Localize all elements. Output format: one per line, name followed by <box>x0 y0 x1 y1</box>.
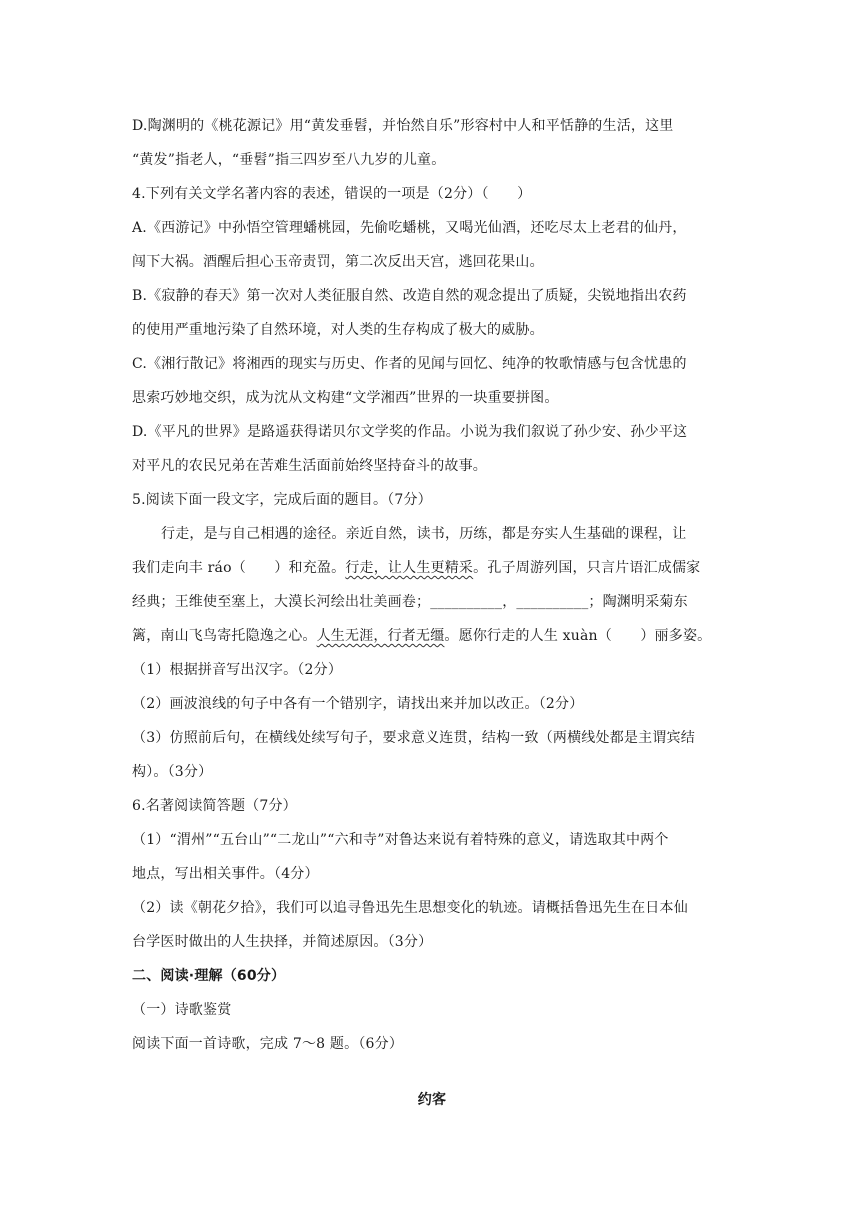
q5-sub1: （1）根据拼音写出汉字。（2分） <box>132 662 343 678</box>
q5-passage-line4-post: 。愿你行走的人生 xuàn（ ）丽多姿。 <box>444 628 712 644</box>
q6-sub2-line1: （2）读《朝花夕拾》，我们可以追寻鲁迅先生思想变化的轨迹。请概括鲁迅先生在日本仙 <box>132 900 688 916</box>
q3-option-d-line1: D.陶渊明的《桃花源记》用“黄发垂髫，并怡然自乐”形容村中人和平恬静的生活，这里 <box>132 118 674 134</box>
q4-option-b-line2: 的使用严重地污染了自然环境，对人类的生存构成了极大的威胁。 <box>132 322 544 338</box>
q5-passage-line4 <box>132 619 732 653</box>
document-page <box>132 109 732 1117</box>
section2-subheading: （一）诗歌鉴赏 <box>132 1002 232 1018</box>
q3-option-d-line2: “黄发”指老人，“垂髫”指三四岁至八九岁的儿童。 <box>132 152 446 168</box>
section2-instruction: 阅读下面一首诗歌，完成 7～8 题。（6分） <box>132 1036 404 1052</box>
q5-wavy-sentence-2: 人生无涯，行者无缰 <box>316 628 445 644</box>
q5-passage-line4-pre: 篱，南山飞鸟寄托隐逸之心。 <box>132 628 317 644</box>
q5-passage-line2-post: 。孔子周游列国，只言片语汇成儒家 <box>473 560 701 576</box>
q5-sub3-line1: （3）仿照前后句，在横线处续写句子，要求意义连贯，结构一致（两横线处都是主谓宾结 <box>132 730 695 746</box>
q5-passage-line2-pre: 我们走向丰 ráo（ ）和充盈。 <box>132 560 346 576</box>
q5-stem: 5.阅读下面一段文字，完成后面的题目。（7分） <box>132 492 432 508</box>
q4-option-a-line1: A.《西游记》中孙悟空管理蟠桃园，先偷吃蟠桃，又喝光仙酒，还吃尽太上老君的仙丹， <box>132 220 687 236</box>
q5-wavy-sentence-1: 行走，让人生更精采 <box>345 560 474 576</box>
q5-sub3-line2: 构）。（3分） <box>132 764 213 780</box>
q4-option-b-line1: B.《寂静的春天》第一次对人类征服自然、改造自然的观念提出了质疑，尖锐地指出农药 <box>132 288 687 304</box>
q4-option-d-line2: 对平凡的农民兄弟在苦难生活面前始终坚持奋斗的故事。 <box>132 458 487 474</box>
q5-passage-line2 <box>132 551 732 585</box>
q6-sub1-line2: 地点，写出相关事件。（4分） <box>132 866 319 882</box>
q4-option-d-line1: D.《平凡的世界》是路遥获得诺贝尔文学奖的作品。小说为我们叙说了孙少安、孙少平这 <box>132 424 688 440</box>
q6-sub2-line2: 台学医时做出的人生抉择，并简述原因。（3分） <box>132 934 433 950</box>
poem-title: 约客 <box>417 1092 447 1108</box>
q4-option-a-line2: 闯下大祸。酒醒后担心玉帝责罚，第二次反出天宫，逃回花果山。 <box>132 254 544 270</box>
q5-passage-line3: 经典；王维使至塞上，大漠长河绘出壮美画卷；__________，__________；陶渊明采菊东 <box>132 594 688 610</box>
q6-stem: 6.名著阅读简答题（7分） <box>132 798 297 814</box>
section2-heading: 二、阅读·理解（60分） <box>132 968 286 984</box>
q4-stem: 4.下列有关文学名著内容的表述，错误的一项是（2分）（ ） <box>132 186 532 202</box>
q5-sub2: （2）画波浪线的句子中各有一个错别字，请找出来并加以改正。（2分） <box>132 696 584 712</box>
q6-sub1-line1: （1）“渭州”“五台山”“二龙山”“六和寺”对鲁达来说有着特殊的意义，请选取其中两个 <box>132 832 669 848</box>
q4-option-c-line2: 思索巧妙地交织，成为沈从文构建“文学湘西”世界的一块重要拼图。 <box>132 390 559 406</box>
q4-option-c-line1: C.《湘行散记》将湘西的现实与历史、作者的见闻与回忆、纯净的牧歌情感与包含忧患的 <box>132 356 687 372</box>
q5-passage-line1: 行走，是与自己相遇的途径。亲近自然，读书，历练，都是夯实人生基础的课程，让 <box>161 526 687 542</box>
